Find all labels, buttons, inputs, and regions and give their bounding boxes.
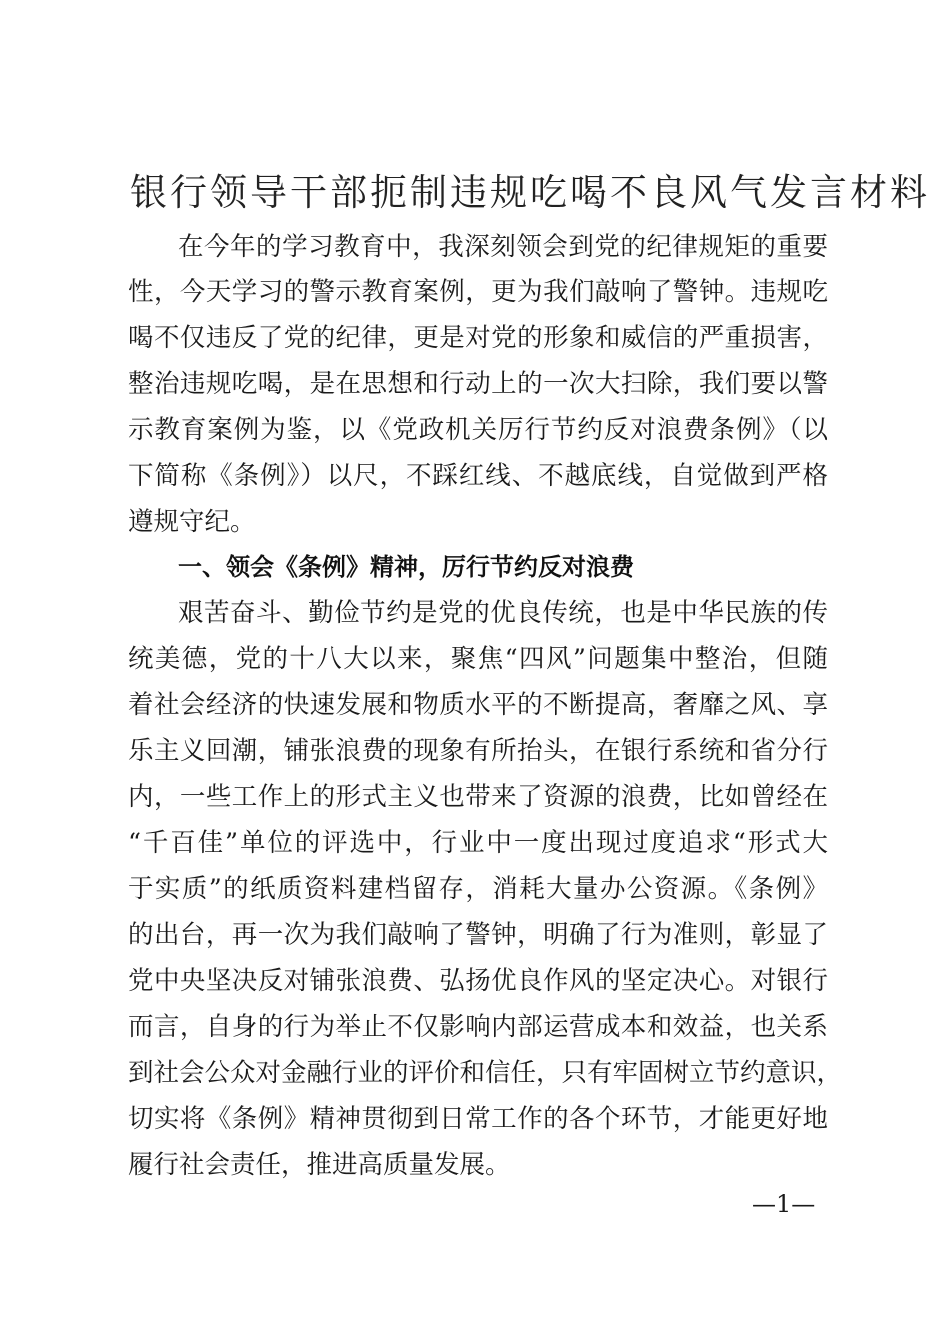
paragraph-line: 到社会公众对金融行业的评价和信任，只有牢固树立节约意识， <box>128 1058 843 1088</box>
paragraph-line: “千百佳”单位的评选中，行业中一度出现过度追求“形式大 <box>128 828 828 858</box>
paragraph-line: 在今年的学习教育中，我深刻领会到党的纪律规矩的重要 <box>178 232 828 262</box>
paragraph-line: 下简称《条例》）以尺，不踩红线、不越底线，自觉做到严格 <box>128 461 828 491</box>
paragraph-line: 切实将《条例》精神贯彻到日常工作的各个环节，才能更好地 <box>128 1104 828 1134</box>
section-heading: 一、领会《条例》精神，厉行节约反对浪费 <box>178 553 634 581</box>
paragraph-line: 于实质”的纸质资料建档留存，消耗大量办公资源。《条例》 <box>128 874 828 904</box>
paragraph-line: 示教育案例为鉴，以《党政机关厉行节约反对浪费条例》（以 <box>128 415 828 445</box>
paragraph-line: 履行社会责任，推进高质量发展。 <box>128 1150 511 1180</box>
paragraph-line: 统美德，党的十八大以来，聚焦“四风”问题集中整治，但随 <box>128 644 828 674</box>
paragraph-line: 性，今天学习的警示教育案例，更为我们敲响了警钟。违规吃 <box>128 277 828 307</box>
document-title: 银行领导干部扼制违规吃喝不良风气发言材料 <box>130 171 930 214</box>
paragraph-line: 的出台，再一次为我们敲响了警钟，明确了行为准则，彰显了 <box>128 920 828 950</box>
paragraph-line: 喝不仅违反了党的纪律，更是对党的形象和威信的严重损害， <box>128 323 828 353</box>
paragraph-line: 而言，自身的行为举止不仅影响内部运营成本和效益，也关系 <box>128 1012 828 1042</box>
paragraph-line: 艰苦奋斗、勤俭节约是党的优良传统，也是中华民族的传 <box>178 598 828 628</box>
paragraph-line: 乐主义回潮，铺张浪费的现象有所抬头，在银行系统和省分行 <box>128 736 828 766</box>
paragraph-line: 着社会经济的快速发展和物质水平的不断提高，奢靡之风、享 <box>128 690 828 720</box>
page-number: —1— <box>752 1190 816 1218</box>
paragraph-line: 内，一些工作上的形式主义也带来了资源的浪费，比如曾经在 <box>128 782 828 812</box>
paragraph-line: 遵规守纪。 <box>128 507 256 537</box>
paragraph-line: 党中央坚决反对铺张浪费、弘扬优良作风的坚定决心。对银行 <box>128 966 828 996</box>
paragraph-line: 整治违规吃喝，是在思想和行动上的一次大扫除，我们要以警 <box>128 369 828 399</box>
